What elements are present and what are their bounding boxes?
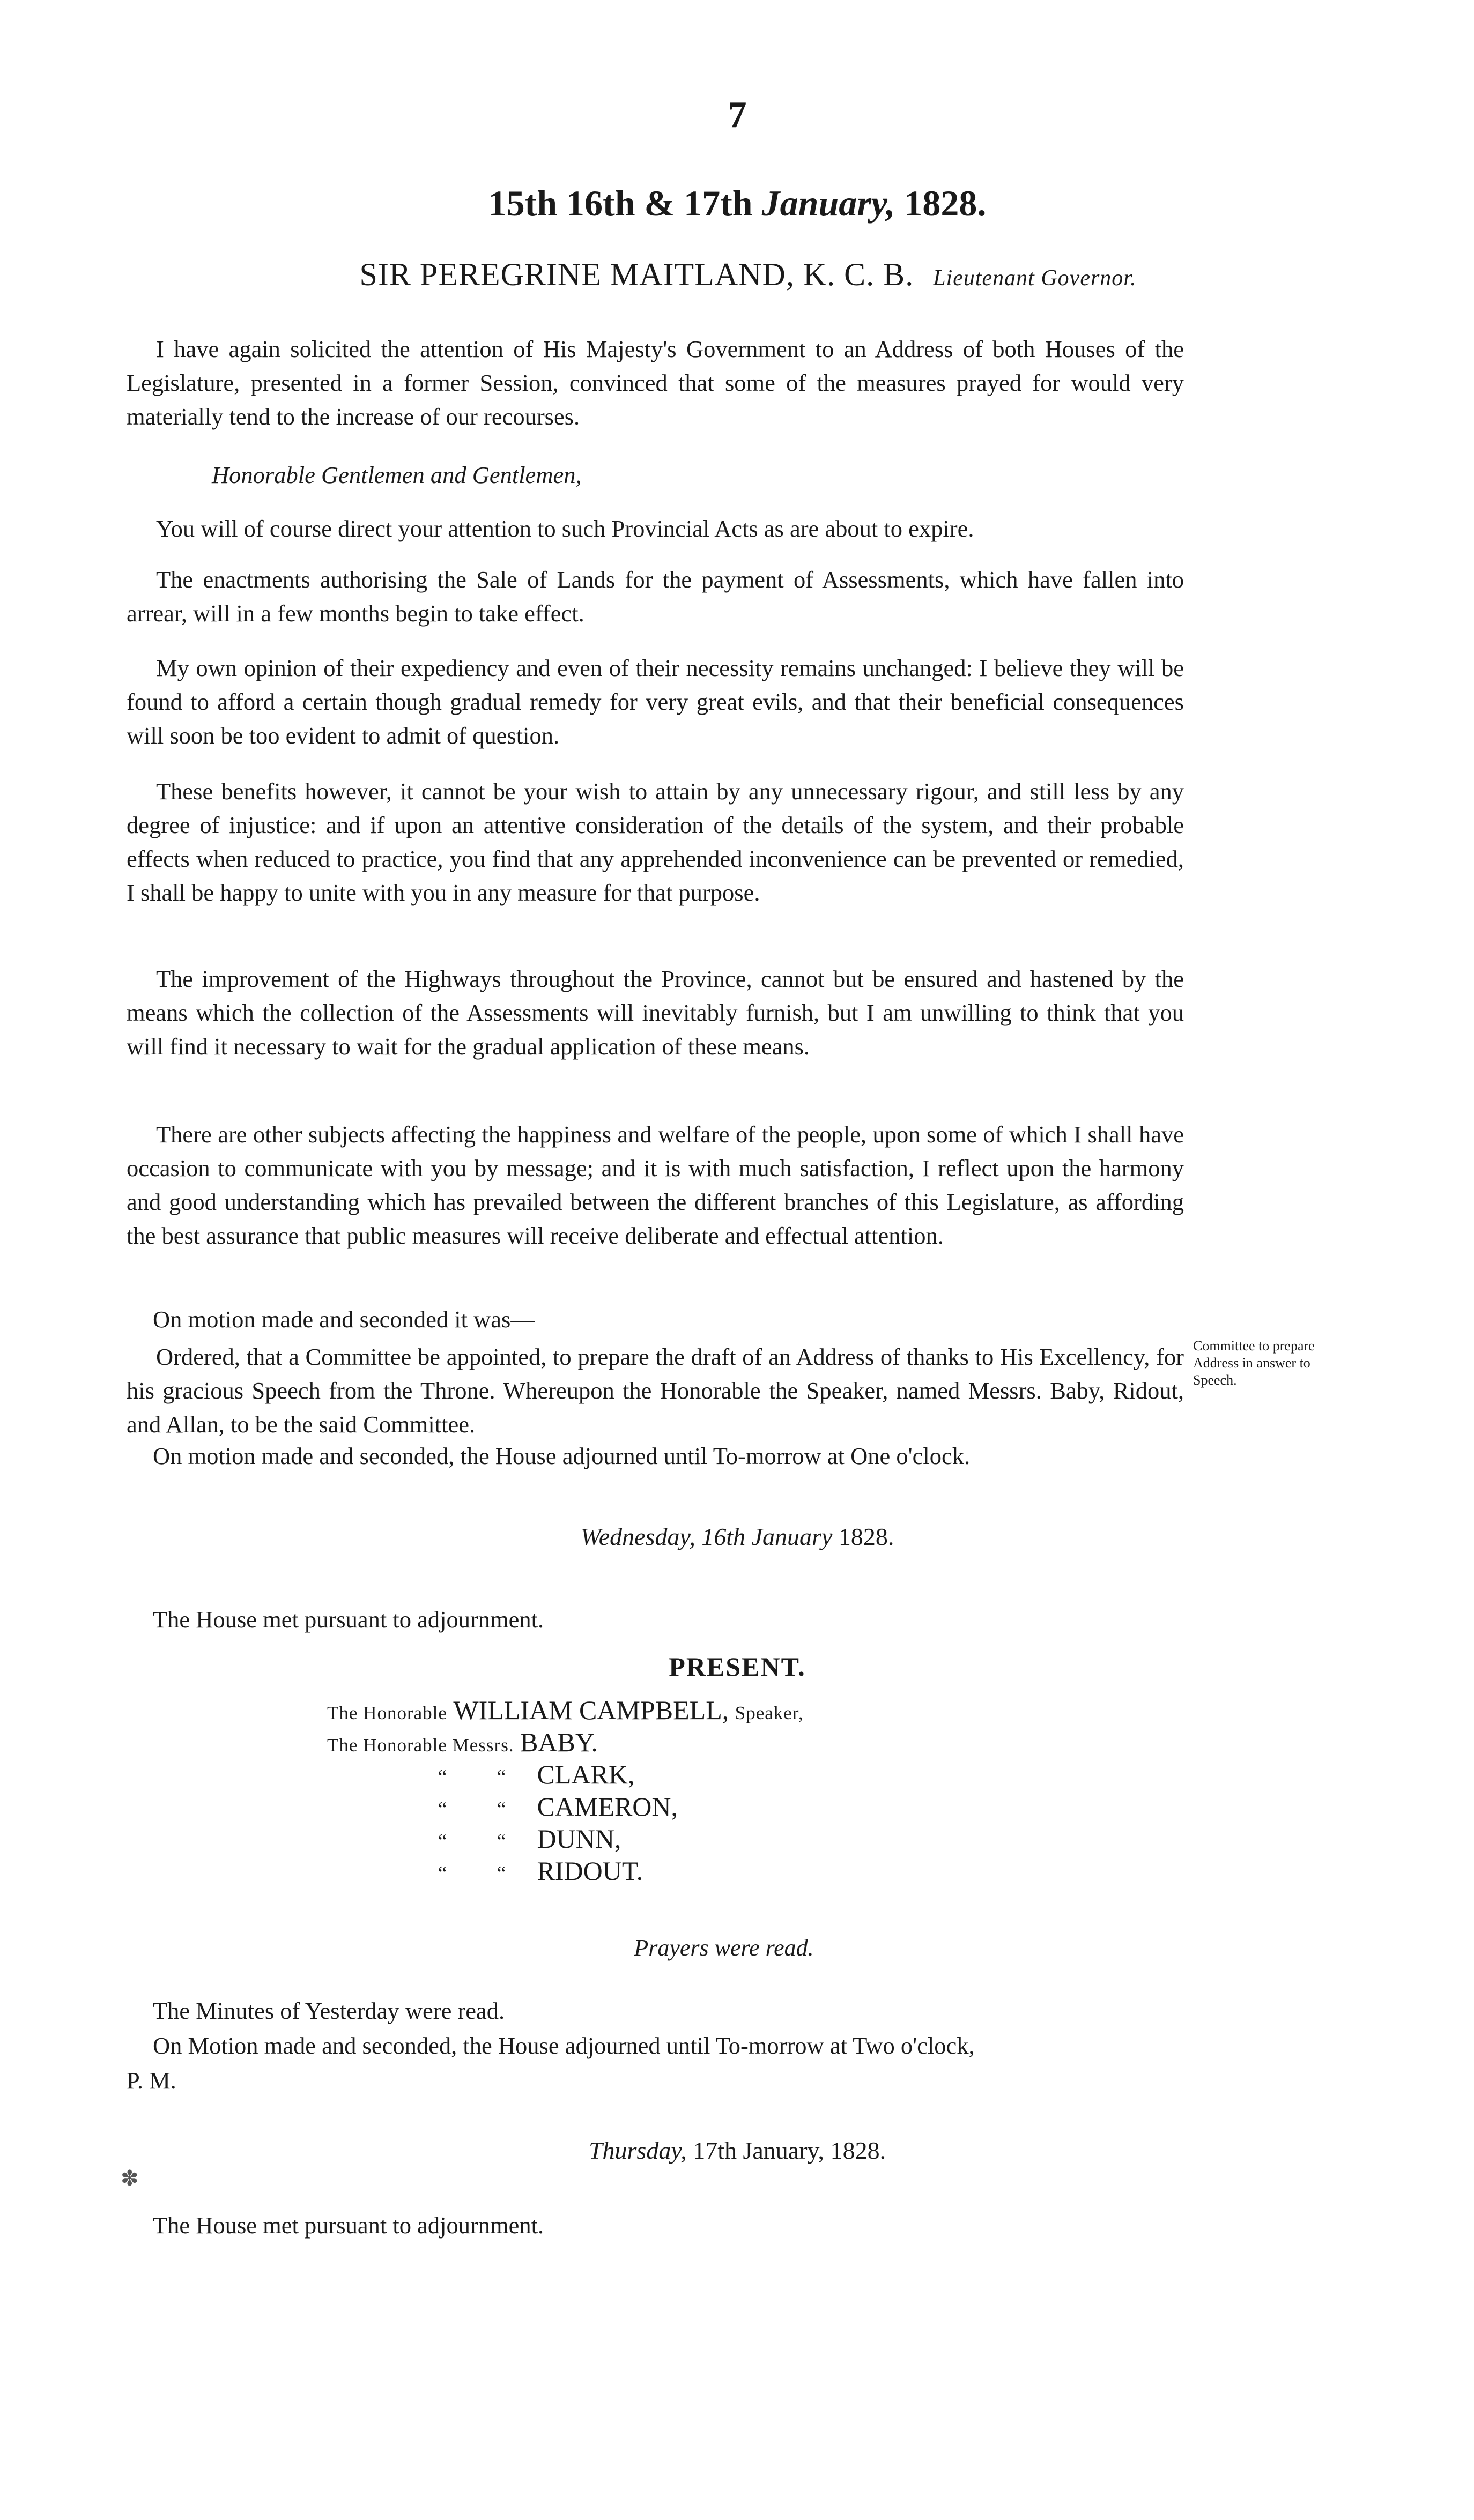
prayers-read: Prayers were read. xyxy=(634,1935,814,1961)
adjournment-pm: P. M. xyxy=(127,2067,176,2094)
thursday-year: 1828. xyxy=(830,2137,886,2164)
speaker-prefix: The Honorable xyxy=(327,1703,447,1723)
speech-paragraph-5: These benefits however, it cannot be your wish to attain by any unnecessary rigour, and still less by any degree of injustice: and if upon an attentive consideration of the details of the system, and their probable effects when reduced to practice, you find that any apprehended inconvenience can be prevented or remedied, I shall be happy to unite with you in any measure for that purpose. xyxy=(127,778,1184,906)
member-name: DUNN, xyxy=(537,1824,621,1854)
ditto-mark: “ xyxy=(497,1798,506,1820)
minutes-read: The Minutes of Yesterday were read. xyxy=(153,1997,505,2024)
thursday-house-met: The House met pursuant to adjournment. xyxy=(153,2212,544,2239)
dates-heading xyxy=(322,182,1153,225)
ditto-mark: “ xyxy=(497,1766,506,1788)
ditto-mark: “ xyxy=(438,1766,447,1788)
adjournment-two-oclock: On Motion made and seconded, the House adjourned until To-morrow at Two o'clock, xyxy=(153,2032,975,2059)
ditto-mark: “ xyxy=(438,1830,447,1853)
adjournment-one-oclock: On motion made and seconded, the House adjourned until To-morrow at One o'clock. xyxy=(153,1443,971,1469)
wednesday-day: Wednesday, xyxy=(580,1523,695,1550)
speech-paragraph-3: The enactments authorising the Sale of Lands for the payment of Assessments, which have fallen into arrear, will in a few months begin to take effect. xyxy=(127,566,1184,627)
speech-paragraph-6: The improvement of the Highways throughout the Province, cannot but be ensured and hastened by the means which the collection of the Assessments will inevitably furnish, but I am unwilling to think that you will find it necessary to wait for the gradual application of these means. xyxy=(127,965,1184,1060)
committee-order: Ordered, that a Committee be appointed, to prepare the draft of an Address of thanks to His Excellency, for his gracious Speech from the Throne. Whereupon the Honorable the Speaker, named Messrs. Baby, Ridout, and Allan, to be the said Committee. xyxy=(127,1343,1184,1438)
dates-year: 1828. xyxy=(904,183,987,224)
ditto-mark: “ xyxy=(438,1862,447,1885)
wednesday-house-met: The House met pursuant to adjournment. xyxy=(153,1606,544,1633)
ditto-mark: “ xyxy=(438,1798,447,1820)
attendance-list xyxy=(327,1694,804,1887)
present-heading: PRESENT. xyxy=(669,1652,806,1682)
wednesday-year: 1828. xyxy=(838,1523,894,1550)
member-name: BABY. xyxy=(520,1727,598,1757)
page-number: 7 xyxy=(728,94,747,136)
wednesday-date: 16th January xyxy=(701,1523,833,1550)
ditto-mark: “ xyxy=(497,1830,506,1853)
margin-note: Committee to prepare Address in answer to Speech. xyxy=(1193,1338,1315,1388)
speech-paragraph-4: My own opinion of their expediency and even of their necessity remains unchanged: I believe they will be found to afford a certain though gradual remedy for very great evils, and that their beneficial consequences will soon be too evident to admit of question. xyxy=(127,655,1184,749)
wednesday-heading xyxy=(375,1522,1099,1551)
governor-heading xyxy=(268,256,1228,293)
thursday-heading xyxy=(375,2136,1099,2165)
governor-title: Lieutenant Governor. xyxy=(933,266,1137,291)
member-name: RIDOUT. xyxy=(537,1856,643,1886)
thursday-date: 17th January, xyxy=(693,2137,825,2164)
member-row xyxy=(327,1823,804,1855)
dates-prefix: 15th 16th & 17th xyxy=(488,183,753,224)
speech-paragraph-2: You will of course direct your attention to such Provincial Acts as are about to expire. xyxy=(156,515,974,542)
speaker-name: WILLIAM CAMPBELL, xyxy=(453,1695,729,1725)
ditto-mark: “ xyxy=(497,1862,506,1885)
speech-paragraph-1: I have again solicited the attention of His Majesty's Government to an Address of both Houses of the Legislature, presented in a former Session, convinced that some of the measures prayed for would very materially tend to the increase of our recourses. xyxy=(127,336,1184,430)
thursday-day: Thursday, xyxy=(588,2137,687,2164)
governor-name: SIR PEREGRINE MAITLAND, K. C. B. xyxy=(359,257,914,292)
member-name: CAMERON, xyxy=(537,1791,678,1822)
member-row xyxy=(327,1758,804,1790)
members-prefix: The Honorable Messrs. xyxy=(327,1735,514,1756)
flower-ornament-icon: ✽ xyxy=(121,2166,139,2190)
speaker-row xyxy=(327,1694,804,1726)
member-row xyxy=(327,1855,804,1887)
motion-intro: On motion made and seconded it was— xyxy=(153,1306,535,1333)
member-row xyxy=(327,1726,804,1758)
speech-paragraph-7: There are other subjects affecting the happiness and welfare of the people, upon some of which I shall have occasion to communicate with you by message; and it is with much satisfaction, I reflect upon the harmony and good understanding which has prevailed between the different branches of this Legislature, as affording the best assurance that public measures will receive deliberate and effectual attention. xyxy=(127,1121,1184,1249)
speech-salutation: Honorable Gentlemen and Gentlemen, xyxy=(212,462,582,488)
member-row xyxy=(327,1790,804,1823)
speaker-title: Speaker, xyxy=(735,1703,804,1723)
member-name: CLARK, xyxy=(537,1759,635,1789)
dates-month: January, xyxy=(761,183,895,224)
